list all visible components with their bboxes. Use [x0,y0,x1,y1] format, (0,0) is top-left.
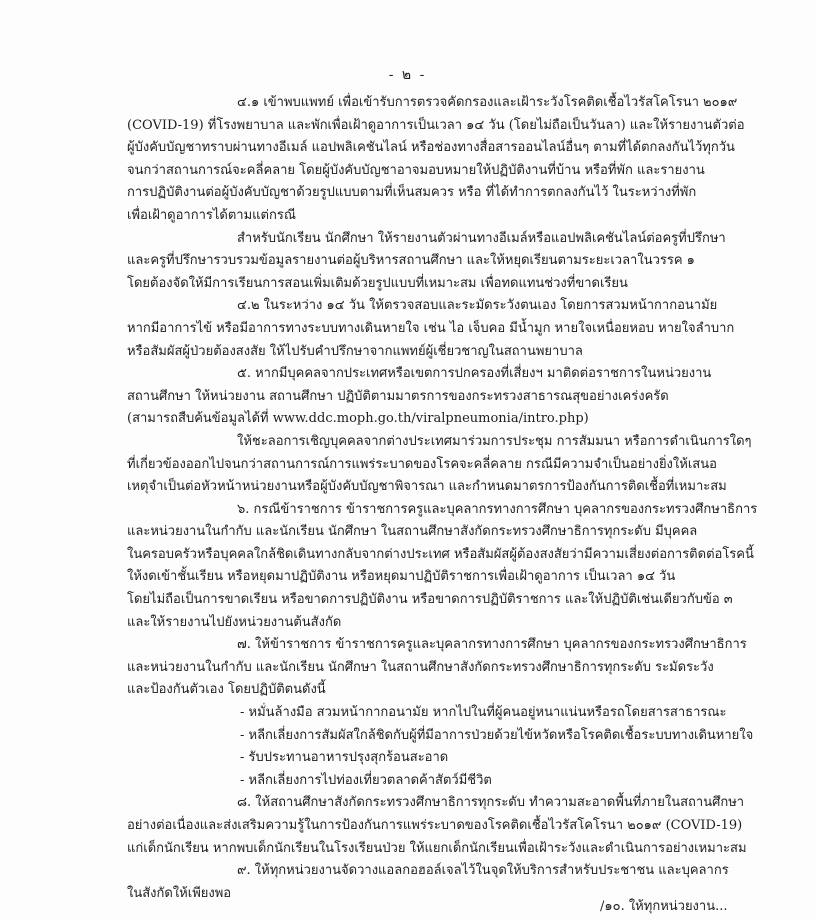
section-6-line: ให้งดเข้าชั้นเรียน หรือหยุดมาปฏิบัติงาน หรือหยุดมาปฏิบัติราชการเพื่อเฝ้าดูอาการ เป็นเวลา ๑๔ วัน [127,569,676,585]
continuation-note: /๑๐. ให้ทุกหน่วยงาน... [600,899,728,914]
section-8-line: อย่างต่อเนื่องและส่งเสริมความรู้ในการป้องกันการแพร่ระบาดของโรคติดเชื้อไวรัสโคโรนา ๒๐๑๙ (COVID-19) [127,818,743,833]
students-note-line: สำหรับนักเรียน นักศึกษา ให้รายงานตัวผ่านทางอีเมล์หรือแอปพลิเคชันไลน์ต่อครูที่ปรึกษา [237,230,726,246]
students-note-line: และครูที่ปรึกษารวบรวมข้อมูลรายงานต่อผู้บริหารสถานศึกษา และให้หยุดเรียนตามระยะเวลาในวรรค ๑ [127,253,695,269]
precaution-item: - หลีกเลี่ยงการไปท่องเที่ยวตลาดค้าสัตว์มีชีวิต [240,772,492,788]
section-5-line: ๕. หากมีบุคคลจากประเทศหรือเขตการปกครองที่เสี่ยงฯ มาติดต่อราชการในหน่วยงาน [237,366,712,382]
postpone-note [127,431,767,499]
section-4-2-line: หรือสัมผัสผู้ป่วยต้องสงสัย ให้ไปรับคำปรึกษาจากแพทย์ผู้เชี่ยวชาญในสถานพยาบาล [127,343,583,359]
section-4-2 [127,295,767,363]
precaution-item: - รับประทานอาหารปรุงสุกร้อนสะอาด [240,750,449,766]
section-7-line: และป้องกันตัวเอง โดยปฏิบัติตนดังนี้ [127,682,326,698]
section-7 [127,634,767,792]
section-4-2-line: หากมีอาการไข้ หรือมีอาการทางระบบทางเดินหายใจ เช่น ไอ เจ็บคอ มีน้ำมูก หายใจเหนื่อยหอบ หายใจลำบาก [127,320,735,336]
students-note-line: โดยต้องจัดให้มีการเรียนการสอนเพิ่มเติมด้วยรูปแบบที่เหมาะสม เพื่อทดแทนช่วงที่ขาดเรียน [127,275,628,291]
section-8-line: ๘. ให้สถานศึกษาสังกัดกระทรวงศึกษาธิการทุกระดับ ทำความสะอาดพื้นที่ภายในสถานศึกษา [237,795,745,811]
section-6-line: และหน่วยงานในกำกับ และนักเรียน นักศึกษา ในสถานศึกษาสังกัดกระทรวงศึกษาธิการทุกระดับ มีบุคคล [127,524,698,540]
section-5-line: สถานศึกษา ให้หน่วยงาน สถานศึกษา ปฏิบัติตามมาตรการของกระทรวงสาธารณสุขอย่างเคร่งครัด [127,388,669,404]
students-note [127,228,767,296]
section-4-2-line: ๔.๒ ในระหว่าง ๑๔ วัน ให้ตรวจสอบและระมัดระวังตนเอง โดยการสวมหน้ากากอนามัย [237,298,718,314]
section-9-line: ๙. ให้ทุกหน่วยงานจัดวางแอลกอฮอล์เจลไว้ในจุดให้บริการสำหรับประชาชน และบุคลากร [237,863,729,879]
precaution-item: - หลีกเลี่ยงการสัมผัสใกล้ชิดกับผู้ที่มีอาการป่วยด้วยไข้หวัดหรือโรคติดเชื้อระบบทางเดินหายใจ [240,727,754,743]
section-5-line: (สามารถสืบค้นข้อมูลได้ที่ www.ddc.moph.go.th/viralpneumonia/intro.php) [127,411,589,427]
section-7-line: และหน่วยงานในกำกับ และนักเรียน นักศึกษา ในสถานศึกษาสังกัดกระทรวงศึกษาธิการทุกระดับ ระมัดระวัง [127,659,714,675]
section-8-line: แก่เด็กนักเรียน หากพบเด็กนักเรียนในโรงเรียนป่วย ให้แยกเด็กนักเรียนเพื่อเฝ้าระวังและดำเนินการอย่างเหมาะสม [127,840,747,856]
precaution-item: - หมั่นล้างมือ สวมหน้ากากอนามัย หากไปในที่ผู้คนอยู่หนาแน่นหรือรถโดยสารสาธารณะ [240,705,727,721]
postpone-note-line: ให้ชะลอการเชิญบุคคลจากต่างประเทศมาร่วมการประชุม การสัมมนา หรือการดำเนินการใดๆ [237,433,752,449]
precaution-list [127,702,767,792]
section-4-1-line: (COVID-19) ที่โรงพยาบาล และพักเพื่อเฝ้าดูอาการเป็นเวลา ๑๔ วัน (โดยไม่ถือเป็นวันลา) และให้รายงานตัวต่อ [127,117,745,133]
section-6-line: โดยไม่ถือเป็นการขาดเรียน หรือขาดการปฏิบัติงาน หรือขาดการปฏิบัติราชการ และให้ปฏิบัติเช่นเดียวกับข้อ ๓ [127,592,733,608]
section-6-line: ๖. กรณีข้าราชการ ข้าราชการครูและบุคลากรทางการศึกษา บุคลากรของกระทรวงศึกษาธิการ [237,501,758,517]
section-6-line: และให้รายงานไปยังหน่วยงานต้นสังกัด [127,614,342,630]
section-4-1-line: การปฏิบัติงานต่อผู้บังคับบัญชาด้วยรูปแบบตามที่เห็นสมควร หรือ ที่ได้ทำการตกลงกันไว้ ในระหว่างที่พัก [127,185,697,201]
section-4-1 [127,92,767,228]
section-4-1-line: จนกว่าสถานการณ์จะคลี่คลาย โดยผู้บังคับบัญชาอาจมอบหมายให้ปฏิบัติงานที่บ้าน หรือที่พัก และรายงาน [127,162,705,178]
section-4-1-line: ๔.๑ เข้าพบแพทย์ เพื่อเข้ารับการตรวจคัดกรองและเฝ้าระวังโรคติดเชื้อไวรัสโคโรนา ๒๐๑๙ [237,95,738,110]
section-6 [127,499,767,635]
postpone-note-line: ที่เกี่ยวข้องออกไปจนกว่าสถานการณ์การแพร่ระบาดของโรคจะคลี่คลาย กรณีมีความจำเป็นอย่างยิ่งให้เสนอ [127,456,717,472]
section-5 [127,363,767,431]
section-9-line: ในสังกัดให้เพียงพอ [127,885,232,901]
section-7-line: ๗. ให้ข้าราชการ ข้าราชการครูและบุคลากรทางการศึกษา บุคลากรของกระทรวงศึกษาธิการ [237,637,747,653]
section-4-1-line: เพื่อเฝ้าดูอาการได้ตามแต่กรณี [127,207,296,223]
section-6-line: ในครอบครัวหรือบุคคลใกล้ชิดเดินทางกลับจากต่างประเทศ หรือสัมผัสผู้ต้องสงสัยว่ามีความเสี่ยงต่อการติดต่อโรคนี้ [127,546,754,562]
section-4-1-line: ผู้บังคับบัญชาทราบผ่านทางอีเมล์ แอปพลิเคชันไลน์ หรือช่องทางสื่อสารออนไลน์อื่นๆ ตามที่ได้ตกลงกันไว้ทุกวัน [127,140,735,156]
page-number: - ๒ - [388,67,427,83]
postpone-note-line: เหตุจำเป็นต่อหัวหน้าหน่วยงานหรือผู้บังคับบัญชาพิจารณา และกำหนดมาตรการป้องกันการติดเชื้อที่เหมาะสม [127,479,727,495]
section-8 [127,792,767,860]
document-body [127,92,767,905]
